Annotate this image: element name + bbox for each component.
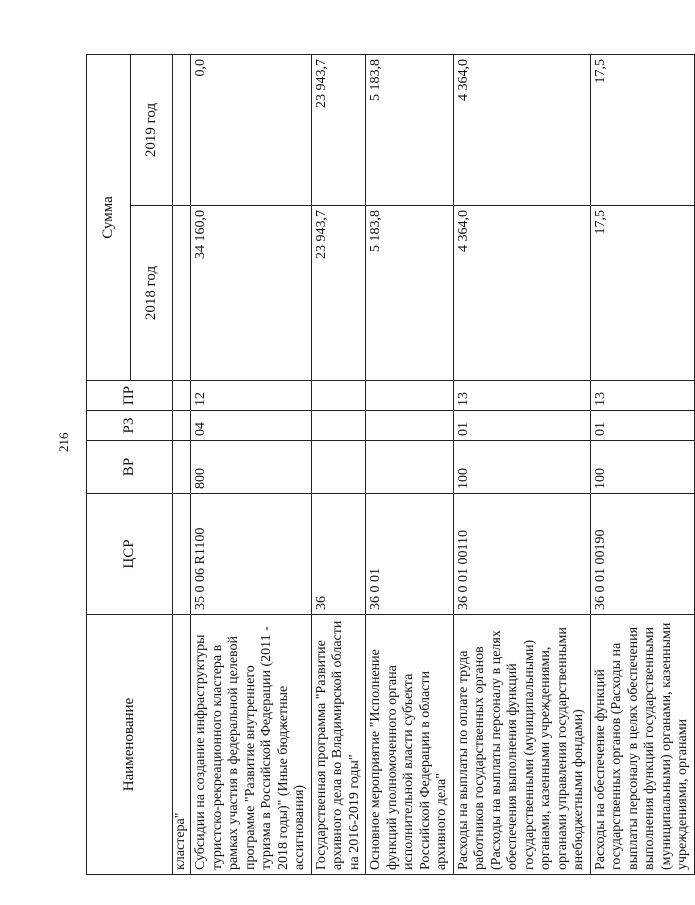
- row-2018: 5 183,8: [366, 206, 454, 381]
- row-csr: [173, 494, 191, 615]
- header-2019: 2019 год: [131, 54, 173, 205]
- row-rz: 04: [191, 411, 312, 441]
- row-csr: 36: [311, 494, 366, 615]
- row-rz: [173, 411, 191, 441]
- row-2018: 23 943,7: [311, 206, 366, 381]
- row-csr: 35 0 06 R1100: [191, 494, 312, 615]
- page-number: 216: [56, 432, 71, 452]
- row-2018: 17,5: [590, 206, 694, 381]
- row-2019: 0,0: [191, 54, 312, 205]
- row-2018: 4 364,0: [453, 206, 590, 381]
- table-row: [311, 54, 366, 874]
- row-name: Расходы на выплаты по оплате труда работников государственных органов (Расходы на выплаты персоналу в целях обеспечения выполнения функций государственными (муниципальными) органами, казенными учреждениями, органами управления государственными внебюджетными фондами): [453, 615, 590, 875]
- row-vr: [173, 441, 191, 494]
- row-csr: 36 0 01 00110: [453, 494, 590, 615]
- table-row: [590, 54, 694, 874]
- row-csr: 36 0 01 00190: [590, 494, 694, 615]
- header-name: Наименование: [87, 615, 173, 875]
- row-pr: [366, 381, 454, 411]
- row-2019: 5 183,8: [366, 54, 454, 205]
- header-vr: ВР: [87, 441, 173, 494]
- row-pr: [311, 381, 366, 411]
- row-2018: 34 160,0: [191, 206, 312, 381]
- table-row: [453, 54, 590, 874]
- row-rz: 01: [590, 411, 694, 441]
- row-vr: 800: [191, 441, 312, 494]
- row-pr: 13: [453, 381, 590, 411]
- row-2019: 23 943,7: [311, 54, 366, 205]
- row-pr: [173, 381, 191, 411]
- row-rz: [311, 411, 366, 441]
- row-2019: [173, 54, 191, 205]
- row-2019: 17,5: [590, 54, 694, 205]
- row-vr: 100: [590, 441, 694, 494]
- row-name: Расходы на обеспечение функций государственных органов (Расходы на выплаты персоналу в целях обеспечения выполнения функций государственными (муниципальными) органами, казенными учреждениями, органами: [590, 615, 694, 875]
- row-name: кластера": [173, 615, 191, 875]
- row-rz: [366, 411, 454, 441]
- table-row: [173, 54, 191, 874]
- row-name: Основное мероприятие "Исполнение функций уполномоченного органа исполнительной власти субъекта Российской Федерации в области архивного дела": [366, 615, 454, 875]
- table-row: [366, 54, 454, 874]
- row-vr: 100: [453, 441, 590, 494]
- row-name: Государственная программа "Развитие архивного дела во Владимирской области на 2016-2019 годы": [311, 615, 366, 875]
- header-csr: ЦСР: [87, 494, 173, 615]
- row-csr: 36 0 01: [366, 494, 454, 615]
- rotated-page-content: [86, 55, 691, 875]
- row-pr: 13: [590, 381, 694, 411]
- row-vr: [366, 441, 454, 494]
- header-pr: ПР: [87, 381, 173, 411]
- row-rz: 01: [453, 411, 590, 441]
- header-rz: РЗ: [87, 411, 173, 441]
- row-name: Субсидии на создание инфраструктуры туристско-рекреационного кластера в рамках участия в федеральной целевой программе "Развитие внутреннего туризма в Российской Федерации (2011 - 2018 годы)" (Иные бюджетные ассигнования): [191, 615, 312, 875]
- header-2018: 2018 год: [131, 206, 173, 381]
- row-pr: 12: [191, 381, 312, 411]
- header-sum: Сумма: [87, 54, 131, 380]
- table-row: [191, 54, 312, 874]
- row-vr: [311, 441, 366, 494]
- row-2019: 4 364,0: [453, 54, 590, 205]
- budget-table: [86, 54, 695, 875]
- row-2018: [173, 206, 191, 381]
